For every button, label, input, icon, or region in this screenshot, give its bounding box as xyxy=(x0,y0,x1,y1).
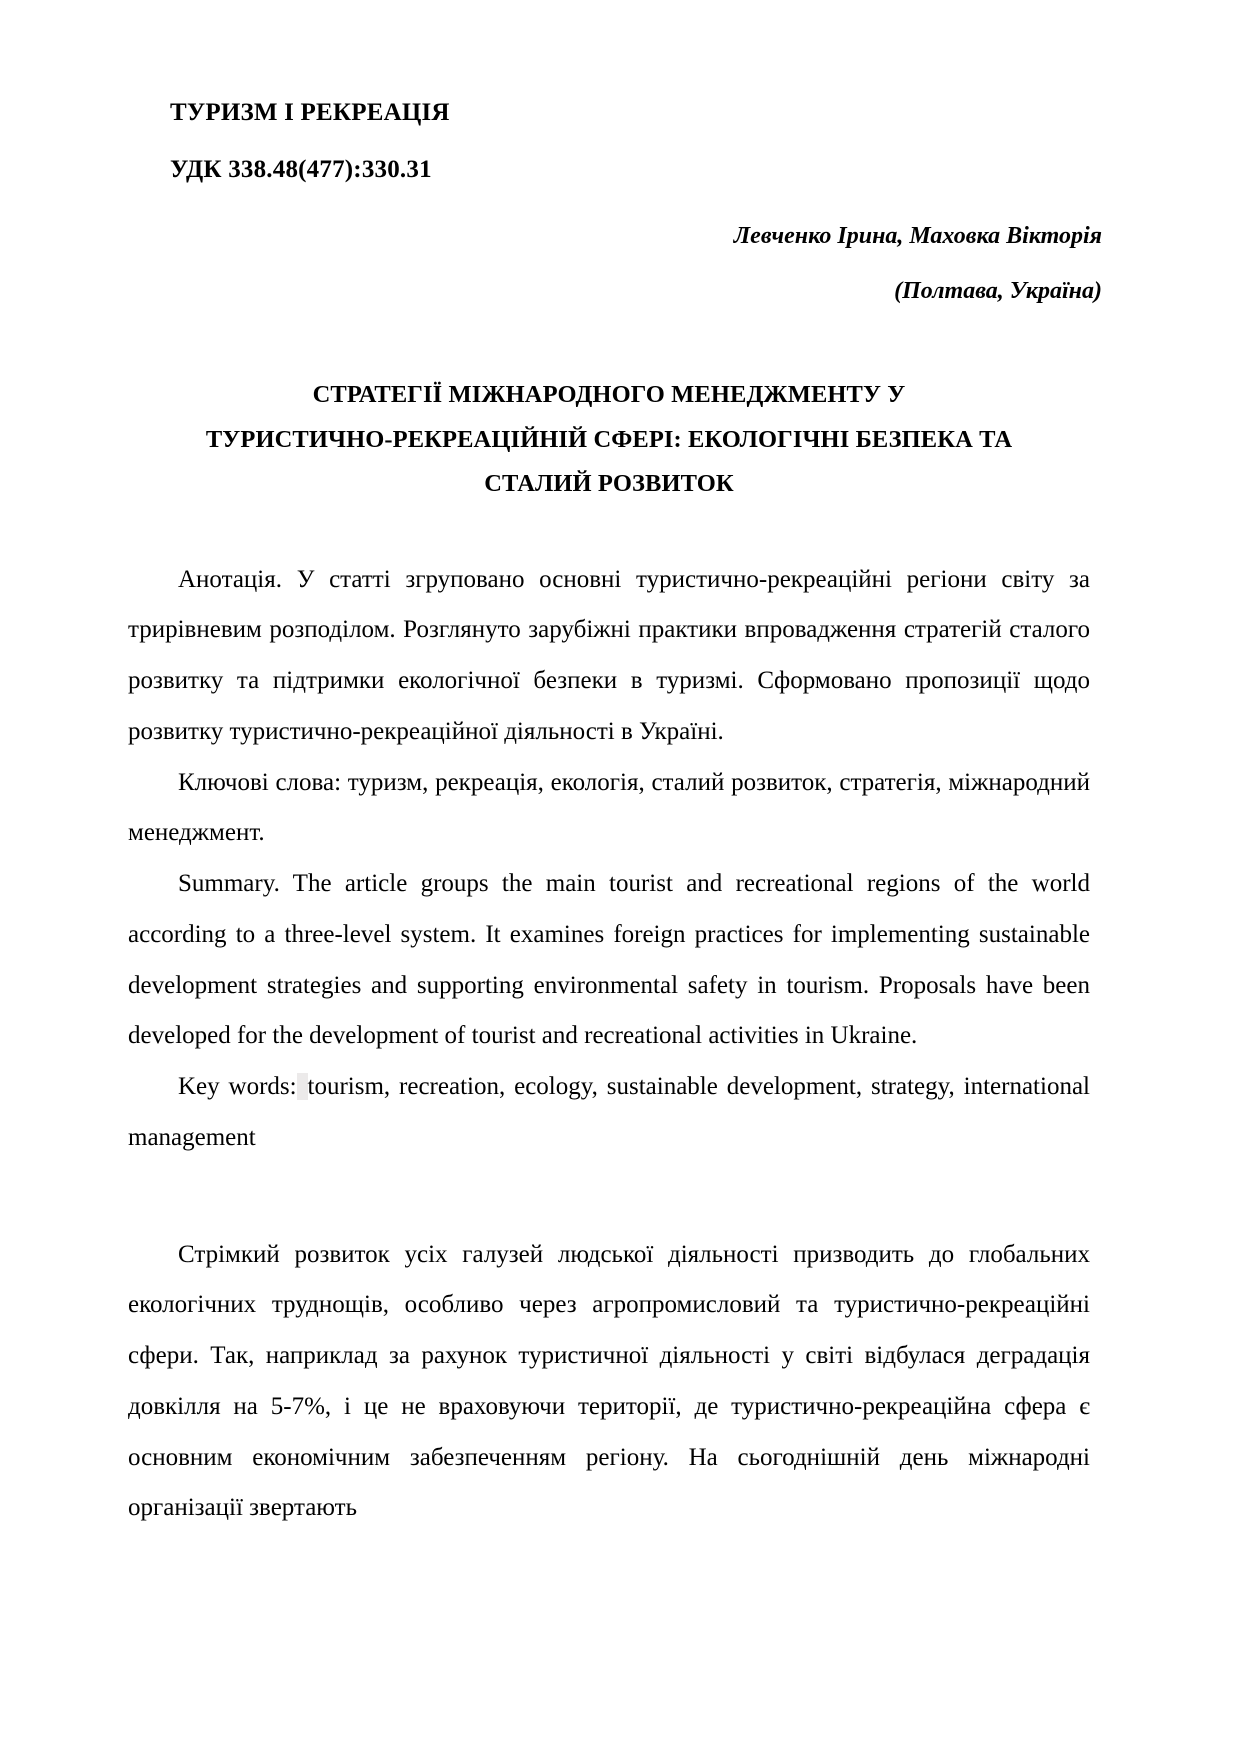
running-head: ТУРИЗМ І РЕКРЕАЦІЯ xyxy=(170,99,450,126)
title-line-3: СТАЛИЙ РОЗВИТОК xyxy=(484,470,734,498)
title-line-2: ТУРИСТИЧНО-РЕКРЕАЦІЙНІЙ СФЕРІ: ЕКОЛОГІЧНІ БЕЗПЕКА ТА xyxy=(205,425,1013,453)
author-affiliation: (Полтава, Україна) xyxy=(894,278,1102,304)
highlight-artifact xyxy=(297,1073,308,1100)
keywords-english-value: tourism, recreation, ecology, sustainable development, strategy, international management xyxy=(128,1073,1090,1151)
keywords-english-label: Key words: xyxy=(178,1073,297,1101)
keywords-english xyxy=(128,1062,1090,1164)
article-body xyxy=(128,555,1090,1535)
body-paragraph-1: Стрімкий розвиток усіх галузей людської діяльності призводить до глобальних екологічних труднощів, особливо через агропромисловий та туристично-рекреаційні сфери. Так, наприклад за рахунок туристичної діяльності у світі відбулася деградація довкілля на 5-7%, і це не враховуючи території, де туристично-рекреаційна сфера є основним економічним забезпеченням регіону. На сьогоднішній день міжнародні організації звертають xyxy=(128,1240,1090,1522)
author-names: Левченко Ірина, Маховка Вікторія xyxy=(733,223,1102,249)
title-line-1: СТРАТЕГІЇ МІЖНАРОДНОГО МЕНЕДЖМЕНТУ У xyxy=(312,381,906,408)
section-spacer xyxy=(128,1164,1090,1230)
summary-english: Summary. The article groups the main tourist and recreational regions of the world according to a three-level system. It examines foreign practices for implementing sustainable development strategies and supporting environmental safety in tourism. Proposals have been developed for the development of tourist and recreational activities in Ukraine. xyxy=(128,870,1090,1050)
abstract-ukrainian: Анотація. У статті згруповано основні туристично-рекреаційні регіони світу за трирівневим розподілом. Розглянуто зарубіжні практики впровадження стратегій сталого розвитку та підтримки екологічної безпеки в туризмі. Сформовано пропозиції щодо розвитку туристично-рекреаційної діяльності в Україні. xyxy=(128,565,1090,745)
author-block xyxy=(170,224,1132,303)
article-title xyxy=(128,373,1090,507)
udc-code: УДК 338.48(477):330.31 xyxy=(170,156,432,183)
keywords-ukrainian: Ключові слова: туризм, рекреація, екологія, сталий розвиток, стратегія, міжнародний менеджмент. xyxy=(128,768,1090,847)
